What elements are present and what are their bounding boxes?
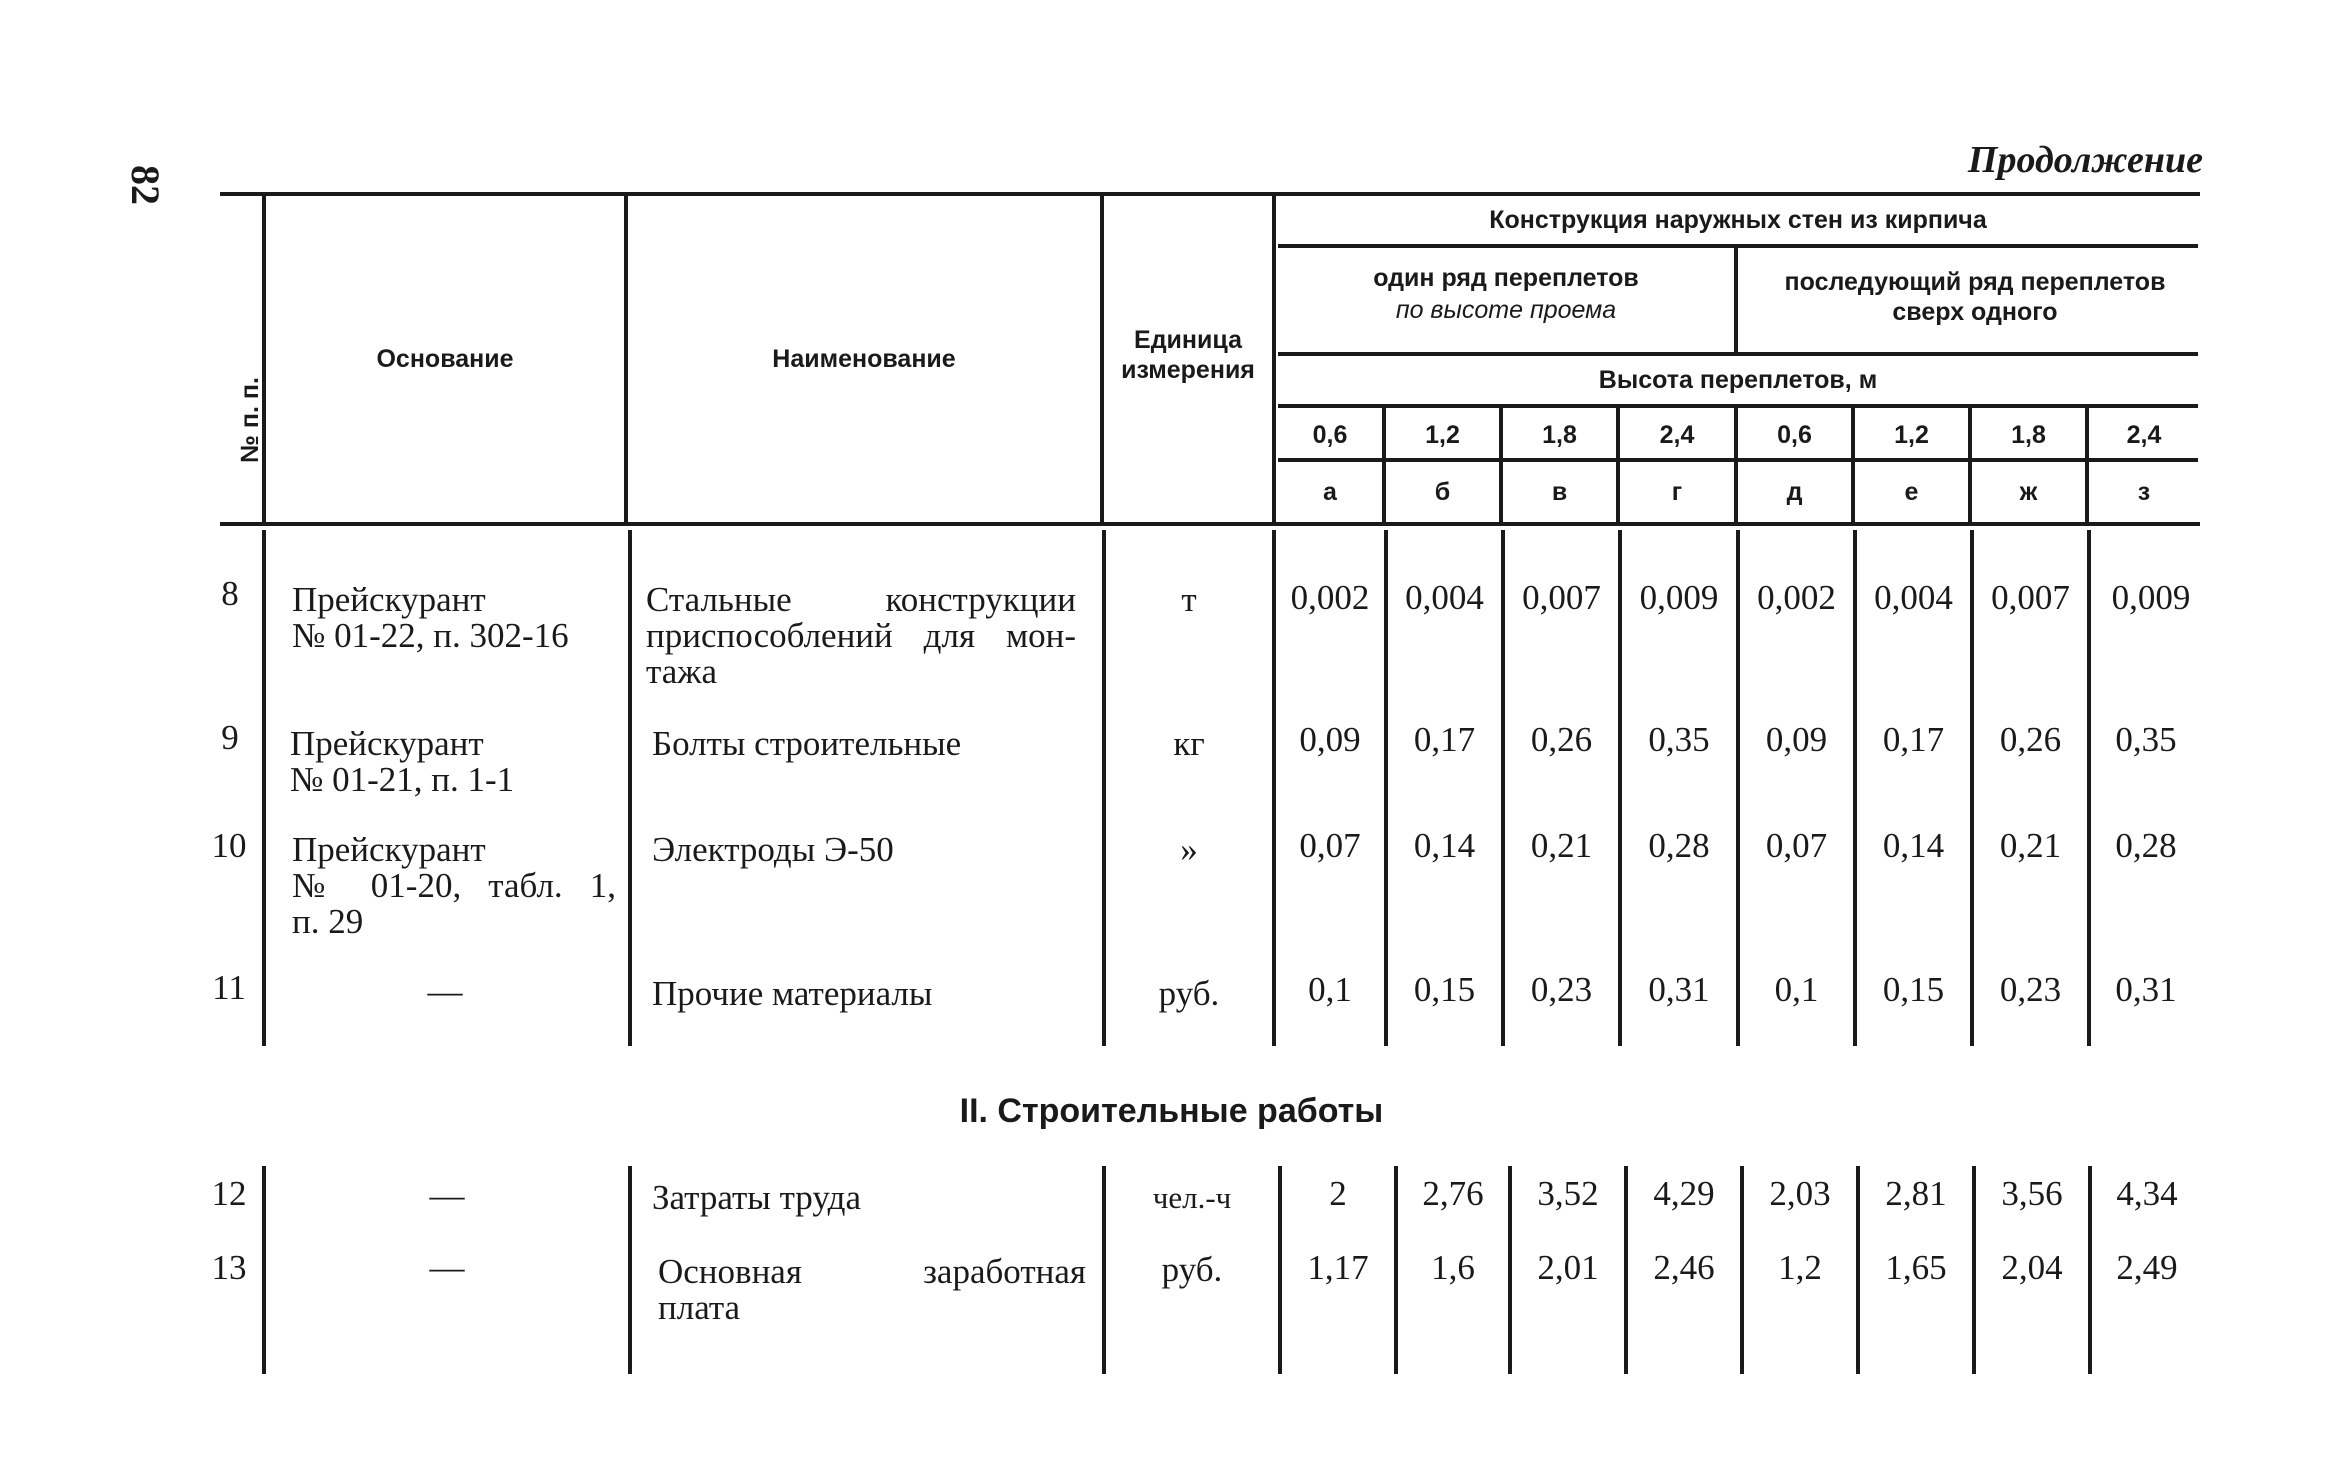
value-cell: 0,007 <box>1522 578 1601 617</box>
basis-line: № 01-21, п. 1-1 <box>290 760 515 799</box>
row-unit: руб. <box>1158 974 1220 1013</box>
value-cell: 4,29 <box>1653 1174 1715 1213</box>
hdr-vline <box>1272 196 1276 522</box>
value-cell: 0,35 <box>2115 720 2177 759</box>
row-basis: — <box>429 1248 465 1287</box>
value-cell: 0,07 <box>1765 826 1828 865</box>
height-cell: 1,2 <box>1425 421 1460 449</box>
height-cell: 2,4 <box>2126 421 2162 449</box>
height-rule <box>1278 404 2198 408</box>
row-unit: кг <box>1173 724 1205 763</box>
row-name <box>652 1180 1082 1216</box>
letter-cell: а <box>1323 478 1337 506</box>
row-basis <box>292 832 616 940</box>
row-number: 13 <box>211 1248 247 1287</box>
letter-cell: д <box>1786 478 1803 506</box>
value-cell: 0,28 <box>2115 826 2177 865</box>
heights-rule <box>1278 458 2198 462</box>
row-name <box>652 832 1082 868</box>
header-bottom-rule <box>220 522 2200 526</box>
page-number: 82 <box>123 165 168 205</box>
value-cell: 2,04 <box>2001 1248 2063 1287</box>
basis-line: Прейскурант <box>292 830 486 869</box>
name-line: плата <box>658 1288 741 1327</box>
body-vline <box>262 530 266 1046</box>
hdr-vline <box>1100 196 1104 522</box>
value-cell: 0,1 <box>1774 970 1819 1009</box>
letter-cell: в <box>1551 478 1568 506</box>
row-basis: — <box>429 1176 465 1215</box>
name-line: Болты строительные <box>652 724 962 763</box>
row-number: 9 <box>221 718 239 757</box>
value-cell: 2,81 <box>1885 1174 1947 1213</box>
value-cell: 0,007 <box>1991 578 2070 617</box>
header-height-title: Высота переплетов, м <box>1598 366 1878 394</box>
basis-line: Прейскурант <box>290 724 484 763</box>
header-subgroup-1-note: по высоте проема <box>1395 296 1617 324</box>
value-cell: 2,76 <box>1422 1174 1484 1213</box>
row-number: 8 <box>221 574 239 613</box>
header-col-basis: Основание <box>376 345 514 373</box>
header-col-unit: Единица измерения <box>1121 326 1255 384</box>
value-cell: 0,009 <box>2111 578 2191 617</box>
row-unit: т <box>1181 580 1197 619</box>
value-cell: 0,15 <box>1882 970 1945 1009</box>
value-cell: 0,28 <box>1648 826 1710 865</box>
name-line: Прочие материалы <box>652 974 933 1013</box>
row-number: 12 <box>211 1174 247 1213</box>
letter-cell: е <box>1904 478 1919 506</box>
name-line: приспособлений для мон- <box>646 616 1076 655</box>
name-line: тажа <box>646 652 717 691</box>
row-name <box>658 1254 1086 1326</box>
basis-line: № 01-20, табл. 1, <box>292 866 616 905</box>
letter-cell: з <box>2137 478 2151 506</box>
value-cell: 0,15 <box>1413 970 1476 1009</box>
name-line: Стальные конструкции <box>646 580 1076 619</box>
value-cell: 1,2 <box>1778 1248 1822 1287</box>
value-cell: 0,004 <box>1874 578 1953 617</box>
basis-line: Прейскурант <box>292 580 486 619</box>
value-cell: 0,1 <box>1308 970 1352 1009</box>
value-cell: 0,004 <box>1405 578 1484 617</box>
value-cell: 4,34 <box>2116 1174 2178 1213</box>
header-group-title: Конструкция наружных стен из кирпича <box>1489 206 1987 234</box>
row-name <box>652 726 1082 762</box>
value-cell: 0,23 <box>1999 970 2062 1009</box>
basis-line: № 01-22, п. 302-16 <box>292 616 569 655</box>
body-vline <box>628 530 632 1046</box>
value-cell: 0,31 <box>1648 970 1710 1009</box>
header-subgroup-1: один ряд переплетов <box>1373 264 1639 292</box>
basis-line: п. 29 <box>292 902 364 941</box>
row-basis <box>292 582 622 654</box>
group-rule <box>1278 244 2198 248</box>
value-cell: 0,002 <box>1757 578 1836 617</box>
height-cell: 1,2 <box>1894 421 1929 449</box>
name-line: Затраты труда <box>652 1178 861 1217</box>
value-cell: 0,26 <box>1530 720 1593 759</box>
value-cell: 2,49 <box>2116 1248 2178 1287</box>
header-col-name: Наименование <box>772 345 956 373</box>
value-cell: 0,14 <box>1413 826 1476 865</box>
continuation-label: Продолжение <box>1967 139 2203 181</box>
height-cell: 0,6 <box>1777 421 1812 449</box>
value-cell: 1,6 <box>1431 1248 1475 1287</box>
height-cell: 0,6 <box>1312 421 1348 449</box>
value-cell: 0,07 <box>1299 826 1361 865</box>
value-cell: 0,002 <box>1290 578 1370 617</box>
height-cell: 1,8 <box>1542 421 1577 449</box>
row-name <box>652 976 1082 1012</box>
hdr-vline <box>1734 248 1738 352</box>
row-unit: » <box>1180 830 1198 869</box>
value-cell: 0,17 <box>1882 720 1945 759</box>
height-cell: 1,8 <box>2011 421 2046 449</box>
value-cell: 0,23 <box>1530 970 1593 1009</box>
value-cell: 0,009 <box>1639 578 1719 617</box>
value-cell: 0,26 <box>1999 720 2062 759</box>
value-cell: 1,65 <box>1885 1248 1947 1287</box>
value-cell: 0,14 <box>1882 826 1945 865</box>
height-cell: 2,4 <box>1659 421 1695 449</box>
section-title: II. Строительные работы <box>959 1092 1384 1130</box>
letter-cell: ж <box>2019 478 2038 506</box>
value-cell: 3,52 <box>1537 1174 1599 1213</box>
row-number: 10 <box>211 826 247 865</box>
value-cell: 3,56 <box>2001 1174 2063 1213</box>
letter-cell: б <box>1434 478 1451 506</box>
value-cell: 0,31 <box>2115 970 2177 1009</box>
value-cell: 2 <box>1329 1174 1347 1213</box>
row-name <box>646 582 1076 690</box>
row-unit: руб. <box>1161 1250 1223 1289</box>
row-basis <box>290 726 620 798</box>
value-cell: 0,21 <box>1999 826 2062 865</box>
value-cell: 0,09 <box>1299 720 1361 759</box>
value-cell: 2,01 <box>1537 1248 1599 1287</box>
row-number: 11 <box>212 968 246 1007</box>
value-cell: 2,03 <box>1769 1174 1831 1213</box>
name-line: Основная заработная <box>658 1252 1086 1291</box>
value-cell: 0,21 <box>1530 826 1593 865</box>
row-unit: чел.-ч <box>1152 1180 1232 1215</box>
name-line: Электроды Э-50 <box>652 830 894 869</box>
header-subgroup-2: последующий ряд переплетов сверх одного <box>1784 268 2166 326</box>
letter-cell: г <box>1671 478 1683 506</box>
row-basis: — <box>427 972 463 1011</box>
value-cell: 0,09 <box>1765 720 1828 759</box>
value-cell: 2,46 <box>1653 1248 1715 1287</box>
body-vline <box>628 1166 632 1374</box>
value-cell: 1,17 <box>1307 1248 1369 1287</box>
value-cell: 0,35 <box>1648 720 1710 759</box>
header-col-num: № п. п. <box>235 377 264 463</box>
value-cell: 0,17 <box>1413 720 1476 759</box>
